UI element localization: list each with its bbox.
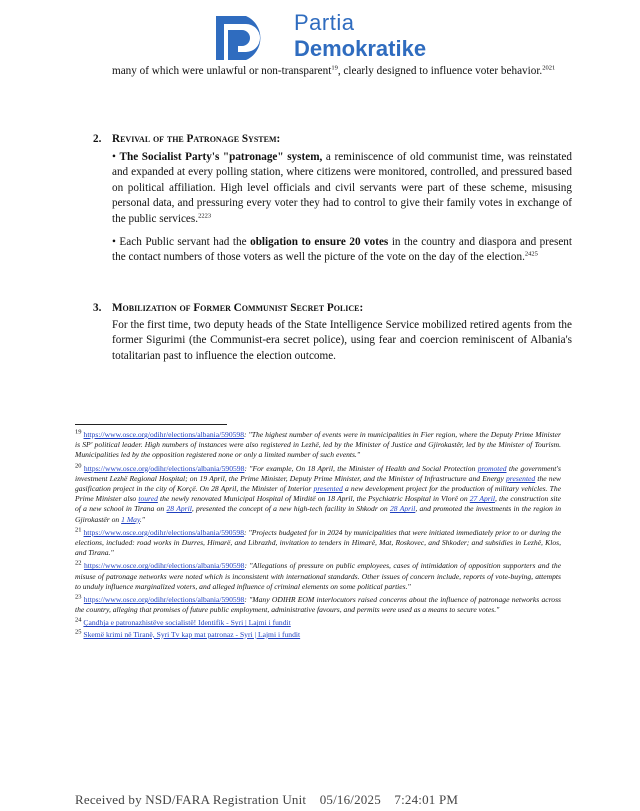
footnote-21: $^{21}$ https://www.osce.org/odihr/elections/albania/590598: "Projects budgeted for in 2024 by municipalities that were initiated immediately prior to or during the elections, included: road works in Durres, Himarë, and Librazhd, invitation to tenders in Himarë, Mat, Roskovec, and Shkoder; and subsidies in Lezhë, Klos, and Tirana." <box>75 526 562 558</box>
footnote-ref: 19 <box>331 64 338 72</box>
footnote-inline-link[interactable]: presented <box>313 484 343 494</box>
section-2-paragraph-1: • The Socialist Party's "patronage" system, a reminiscence of old communist time, was reinstated and expanded at every polling station, where citizens were monitored, controlled, and pressured based on political affiliation. High level officials and civil servants were part of these scheme, misusing personal data, and pressuring every voter they had to control to give their family votes in exchange of the public services.$^{2223}$ <box>112 151 572 225</box>
footnote-inline-link[interactable]: 27 April <box>469 494 495 504</box>
footnote-link[interactable]: https://www.osce.org/odihr/elections/albania/590598 <box>83 463 245 473</box>
footnote-link[interactable]: https://www.osce.org/odihr/elections/albania/590598 <box>83 561 245 571</box>
party-logo-icon <box>212 10 276 64</box>
footnote-inline-link[interactable]: 28 April <box>166 504 192 514</box>
footnote-link[interactable]: Çandhja e patronazhistëve socialistë! Identifik - Syri | Lajmi i fundit <box>83 618 291 628</box>
footnote-25: $^{25}$ Skemë krimi në Tiranë, Syri Tv kap mat patronaz - Syri | Lajmi i fundit <box>75 628 301 639</box>
intro-paragraph: many of which were unlawful or non-transparent$^{19}$, clearly designed to influence voter behavior.$^{2021}$ <box>112 64 556 77</box>
footnote-inline-link[interactable]: 28 April <box>389 504 416 514</box>
footnote-ref: 2021 <box>542 64 556 72</box>
footnote-inline-link[interactable]: toured <box>138 494 158 504</box>
footnote-20: $^{20}$ https://www.osce.org/odihr/elections/albania/590598: "For example, On 18 April, the Minister of Health and Social Protection promoted the government's investment Lezhë Regional Hospital; on 19 April, the Prime Minister, Deputy Prime Minister, and the Minister of Infrastructure and Energy presented the new gasification project in the city of Korçë. On 28 April, the Minister of Interior presented a new development project for the production of military vehicles. The Prime Minister also toured the newly renovated Municipal Hospital of Mirditë on 18 April, the Psychiatric Hospital in Vlorë on 27 April, the construction site of a new school in Tirana on 28 April, presented the concept of a new high-tech facility in Shkodr on 28 April, and promoted the investments in the region in Gjirokastër on 1 May." <box>75 462 562 524</box>
footnote-inline-link[interactable]: promoted <box>477 463 507 473</box>
footnote-ref: 2223 <box>198 211 212 219</box>
footnote-23: $^{23}$ https://www.osce.org/odihr/elections/albania/590598: "Many ODIHR EOM interlocutors raised concerns about the influence of patronage networks across the country, alleging that promises of future public employment, administrative favours, and permits were used as a means to secure votes." <box>75 593 561 615</box>
stamp-label: Received by NSD/FARA Registration Unit <box>75 792 307 807</box>
footnote-19: $^{19}$ https://www.osce.org/odihr/elections/albania/590598: "The highest number of events were in municipalities in Fier region, where the Deputy Prime Minister is SP' political leader. High numbers of instances were also registered in Lezhë, led by the Minister of Justice and Gjirokastër, led by the Minister of Tourism. Municipalities led by the opposition registered none or only a limited number of such events." <box>75 428 561 460</box>
section-3-heading: 3. Mobilization of Former Communist Secret Police: <box>93 302 364 314</box>
section-2-paragraph-2: • Each Public servant had the obligation to ensure 20 votes in the country and diaspora and present the contact numbers of those voters as well the picture of the vote on the day of the election.$^{2425}$ <box>112 236 572 264</box>
party-name-line1: Partia <box>294 10 355 35</box>
stamp-date: 05/16/2025 <box>319 792 381 807</box>
footnote-divider <box>75 424 227 425</box>
stamp-time: 7:24:01 PM <box>394 792 459 807</box>
footnote-ref: 2425 <box>524 250 538 258</box>
footnote-link[interactable]: https://www.osce.org/odihr/elections/albania/590598 <box>83 595 245 605</box>
footnote-link[interactable]: https://www.osce.org/odihr/elections/albania/590598 <box>83 527 244 537</box>
footnote-inline-link[interactable]: 1 May <box>121 514 140 524</box>
party-header <box>212 8 472 66</box>
footnote-24: $^{24}$ Çandhja e patronazhistëve socialistë! Identifik - Syri | Lajmi i fundit <box>75 616 291 628</box>
party-name-line2: Demokratike <box>294 36 427 61</box>
section-2-heading: 2. Revival of the Patronage System: <box>93 133 281 145</box>
footnote-link[interactable]: Skemë krimi në Tiranë, Syri Tv kap mat patronaz - Syri | Lajmi i fundit <box>83 629 301 639</box>
section-3-paragraph: For the first time, two deputy heads of the State Intelligence Service mobilized retired agents from the former Sigurimi (the Communist-era secret police), using fear and coercion reminiscent of Albania's totalitarian past to influence the election outcome. <box>112 319 572 362</box>
footnote-inline-link[interactable]: presented <box>505 473 536 483</box>
registration-stamp <box>75 792 468 808</box>
footnote-22: $^{22}$ https://www.osce.org/odihr/elections/albania/590598: "Allegations of pressure on public employees, cases of intimidation of opposition supporters and the misuse of patronage networks were noted which is inconsistent with international standards. Other issues of concern include, reports of vote-buying, attempts to unduly influence marginalized voters, and alleged influence of criminal elements on some political parties." <box>75 559 561 591</box>
footnotes <box>75 430 561 643</box>
footnote-link[interactable]: https://www.osce.org/odihr/elections/albania/590598 <box>83 430 245 439</box>
